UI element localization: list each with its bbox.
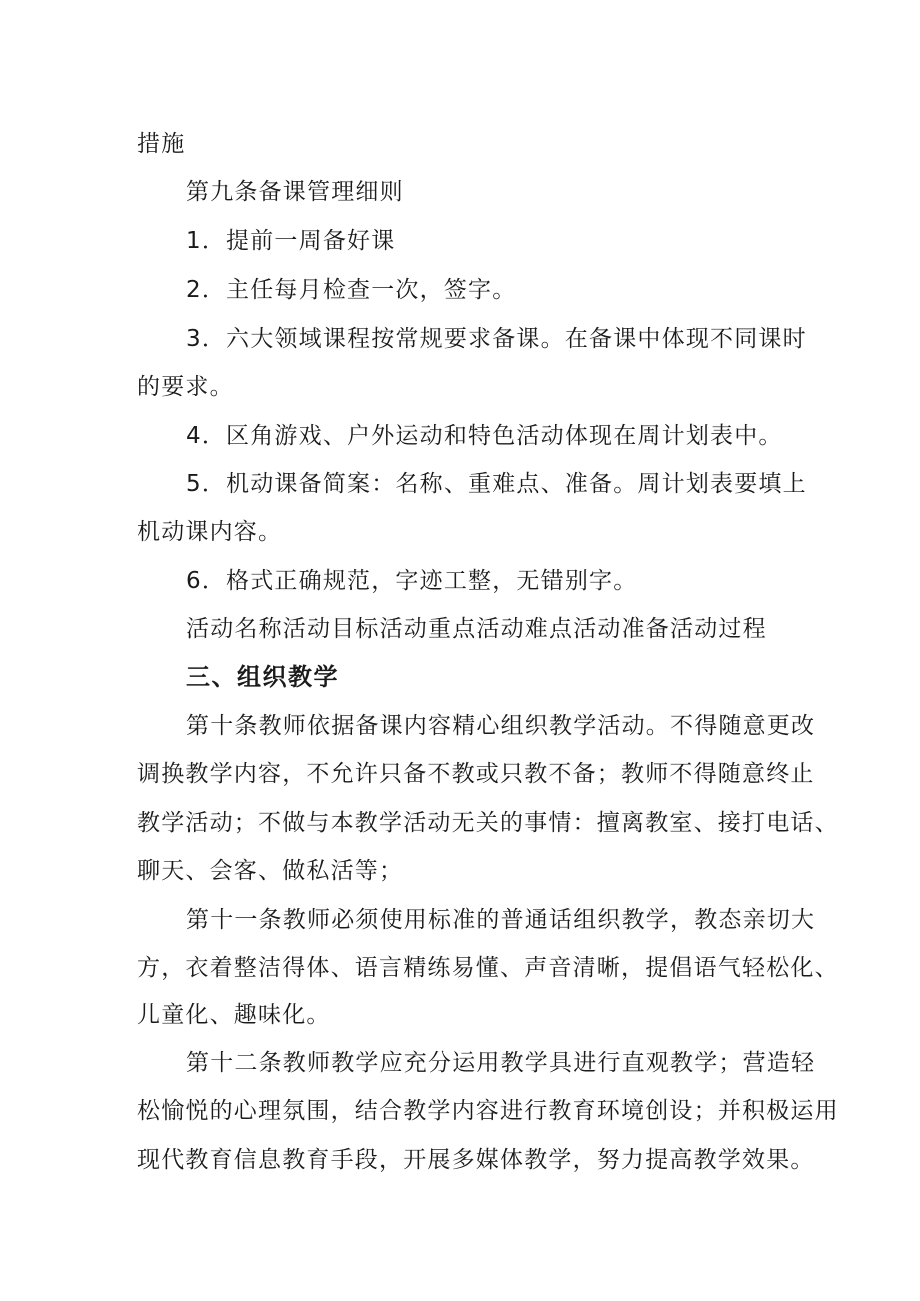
article-10-line-4: 聊天、会客、做私活等； <box>137 858 404 884</box>
list-item-6: 6．格式正确规范，字迹工整，无错别字。 <box>186 568 638 594</box>
article-10-line-3: 教学活动；不做与本教学活动无关的事情：擅离教室、接打电话、 <box>137 810 839 836</box>
article-11-line-1: 第十一条教师必须使用标准的普通话组织教学，教态亲切大 <box>186 907 816 933</box>
section-heading: 三、组织教学 <box>186 663 339 691</box>
list-item-3-continued: 的要求。 <box>137 374 234 400</box>
article-10-line-1: 第十条教师依据备课内容精心组织教学活动。不得随意更改 <box>186 713 816 739</box>
article-12-line-2: 松愉悦的心理氛围，结合教学内容进行教育环境创设；并积极运用 <box>137 1098 839 1124</box>
article-11-line-2: 方，衣着整洁得体、语言精练易懂、声音清晰，提倡语气轻松化、 <box>137 955 839 981</box>
list-item-5: 5．机动课备简案：名称、重难点、准备。周计划表要填上 <box>186 471 807 497</box>
article-12-line-3: 现代教育信息教育手段，开展多媒体教学，努力提高教学效果。 <box>137 1147 815 1173</box>
article-12-line-1: 第十二条教师教学应充分运用教学具进行直观教学；营造轻 <box>186 1050 816 1076</box>
list-item-1: 1．提前一周备好课 <box>186 228 396 254</box>
list-item-5-continued: 机动课内容。 <box>137 519 283 545</box>
list-item-3: 3．六大领域课程按常规要求备课。在备课中体现不同课时 <box>186 326 807 352</box>
activity-fields-line: 活动名称活动目标活动重点活动难点活动准备活动过程 <box>186 616 767 642</box>
list-item-2: 2．主任每月检查一次，签字。 <box>186 277 517 303</box>
article-10-line-2: 调换教学内容，不允许只备不教或只教不备；教师不得随意终止 <box>137 761 815 787</box>
list-item-4: 4．区角游戏、户外运动和特色活动体现在周计划表中。 <box>186 423 783 449</box>
text-line-continuation: 措施 <box>137 131 186 157</box>
article-11-line-3: 儿童化、趣味化。 <box>137 1002 331 1028</box>
article-9-title: 第九条备课管理细则 <box>186 179 404 205</box>
